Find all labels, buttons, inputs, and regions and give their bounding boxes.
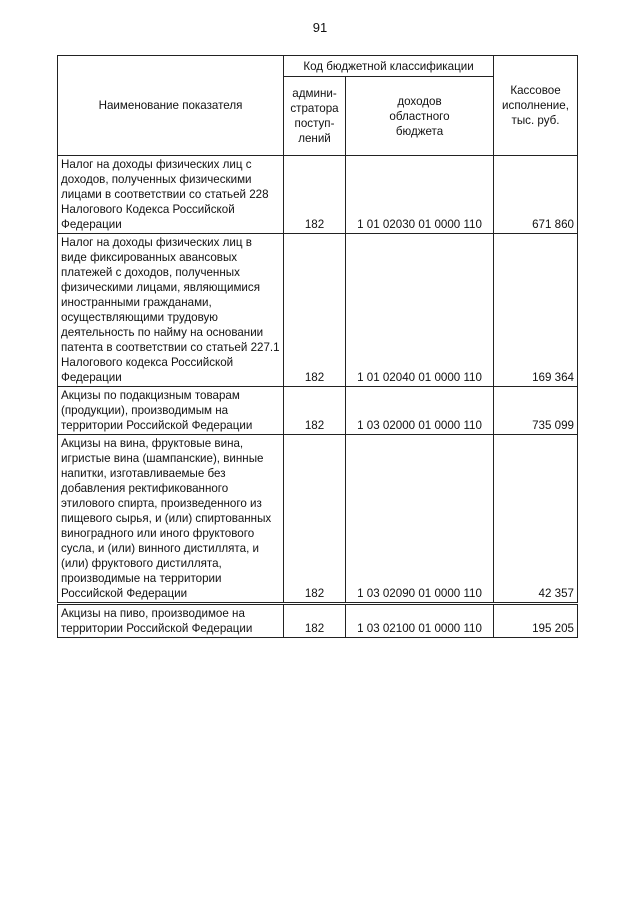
row-admin-code: 182 [284,435,346,604]
row-income-code: 1 01 02040 01 0000 110 [346,234,494,387]
row-admin-code: 182 [284,387,346,435]
row-amount: 169 364 [494,234,578,387]
page-number: 91 [312,20,328,35]
row-income-code: 1 01 02030 01 0000 110 [346,156,494,234]
row-name: Акцизы на пиво, производимое на территории Российской Федерации [58,604,284,638]
table-row [58,435,578,604]
table-row [58,387,578,435]
row-amount: 735 099 [494,387,578,435]
row-income-code: 1 03 02090 01 0000 110 [346,435,494,604]
header-income: доходов областного бюджета [346,77,494,156]
header-admin: админи- стратора поступ- лений [284,77,346,156]
table-row [58,234,578,387]
row-name: Акцизы на вина, фруктовые вина, игристые вина (шампанские), винные напитки, изготавливаемые без добавления ректификованного этилового спирта, произведенного из пищевого сырья, и (или) спиртованных виноградного или иного фруктового сусла, и (или) винного дистиллята, и (или) фруктового дистиллята, производимые на территории Российской Федерации [58,435,284,604]
header-amount: Кассовое исполнение, тыс. руб. [494,56,578,156]
budget-table [57,55,578,638]
row-amount: 42 357 [494,435,578,604]
row-amount: 195 205 [494,604,578,638]
header-code-group: Код бюджетной классификации [284,56,494,77]
row-name: Налог на доходы физических лиц в виде фиксированных авансовых платежей с доходов, полученных физическими лицами, являющимися иностранными гражданами, осуществляющими трудовую деятельность по найму на основании патента в соответствии со статьей 227.1 Налогового кодекса Российской Федерации [58,234,284,387]
row-income-code: 1 03 02100 01 0000 110 [346,604,494,638]
row-admin-code: 182 [284,604,346,638]
table-row [58,604,578,638]
header-name: Наименование показателя [58,56,284,156]
row-name: Налог на доходы физических лиц с доходов, полученных физическими лицами в соответствии со статьей 228 Налогового Кодекса Российской Федерации [58,156,284,234]
row-amount: 671 860 [494,156,578,234]
row-name: Акцизы по подакцизным товарам (продукции), производимым на территории Российской Федерации [58,387,284,435]
table-row [58,156,578,234]
row-admin-code: 182 [284,234,346,387]
row-income-code: 1 03 02000 01 0000 110 [346,387,494,435]
row-admin-code: 182 [284,156,346,234]
